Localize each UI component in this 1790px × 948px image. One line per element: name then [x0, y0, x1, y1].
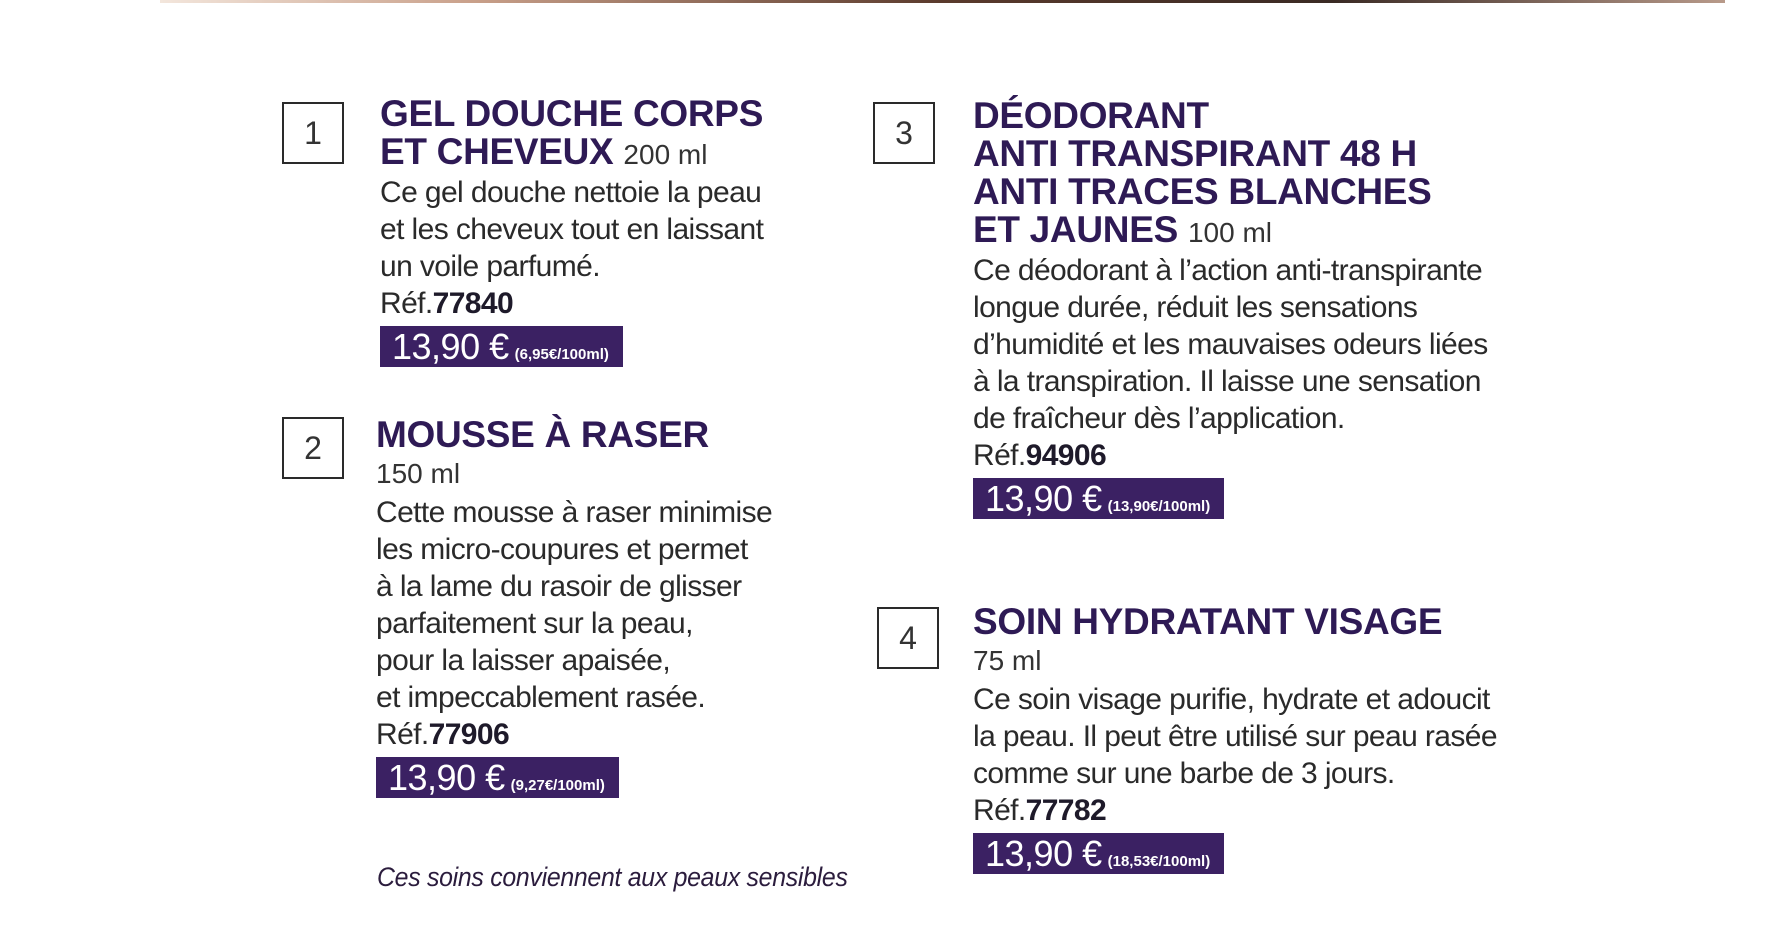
sensitive-skin-note: Ces soins conviennent aux peaux sensibles	[377, 862, 848, 892]
price-tag	[376, 757, 619, 798]
price-tag	[380, 326, 623, 367]
product-1	[380, 95, 763, 367]
unit-price: (13,90€/100ml)	[1107, 498, 1211, 515]
product-4	[973, 603, 1497, 874]
product-description: Ce soin visage purifie, hydrate et adoucit la peau. Il peut être utilisé sur peau rasée comme sur une barbe de 3 jours.	[973, 683, 1497, 790]
price-tag	[973, 833, 1224, 874]
product-number-badge: 2	[282, 417, 344, 479]
top-image-strip	[160, 0, 1725, 3]
product-ref: Réf.77906	[376, 718, 510, 751]
unit-price: (6,95€/100ml)	[514, 346, 609, 363]
product-title: MOUSSE À RASER	[376, 414, 709, 455]
price-tag	[973, 478, 1224, 519]
product-title: SOIN HYDRATANT VISAGE	[973, 601, 1443, 642]
product-number-badge: 1	[282, 102, 344, 164]
product-volume: 200 ml	[623, 139, 708, 170]
product-number-badge: 3	[873, 102, 935, 164]
product-volume: 75 ml	[973, 645, 1042, 676]
price: 13,90 €	[388, 757, 505, 798]
product-3	[973, 97, 1488, 519]
product-title: DÉODORANT ANTI TRANSPIRANT 48 H ANTI TRACES BLANCHES ET JAUNES 100 ml	[973, 95, 1432, 250]
product-number-badge: 4	[877, 607, 939, 669]
product-ref: Réf.77782	[973, 794, 1107, 827]
unit-price: (18,53€/100ml)	[1107, 853, 1211, 870]
price: 13,90 €	[985, 478, 1102, 519]
product-description: Ce gel douche nettoie la peau et les cheveux tout en laissant un voile parfumé.	[380, 176, 764, 283]
product-description: Cette mousse à raser minimise les micro-coupures et permet à la lame du rasoir de glisser parfaitement sur la peau, pour la laisser apaisée, et impeccablement rasée.	[376, 496, 773, 714]
product-description: Ce déodorant à l’action anti-transpirante longue durée, réduit les sensations d’humidité et les mauvaises odeurs liées à la transpiration. Il laisse une sensation de fraîcheur dès l’application.	[973, 254, 1488, 435]
product-ref: Réf.94906	[973, 439, 1107, 472]
title-line: GEL DOUCHE CORPS	[380, 93, 764, 134]
product-volume: 150 ml	[376, 458, 461, 489]
product-title	[380, 95, 763, 174]
product-ref: Réf.77840	[380, 287, 514, 320]
title-line: ET CHEVEUX	[380, 131, 614, 172]
unit-price: (9,27€/100ml)	[510, 777, 605, 794]
product-2	[376, 416, 772, 798]
price: 13,90 €	[985, 833, 1102, 874]
product-volume: 100 ml	[1187, 217, 1272, 248]
price: 13,90 €	[392, 326, 509, 367]
